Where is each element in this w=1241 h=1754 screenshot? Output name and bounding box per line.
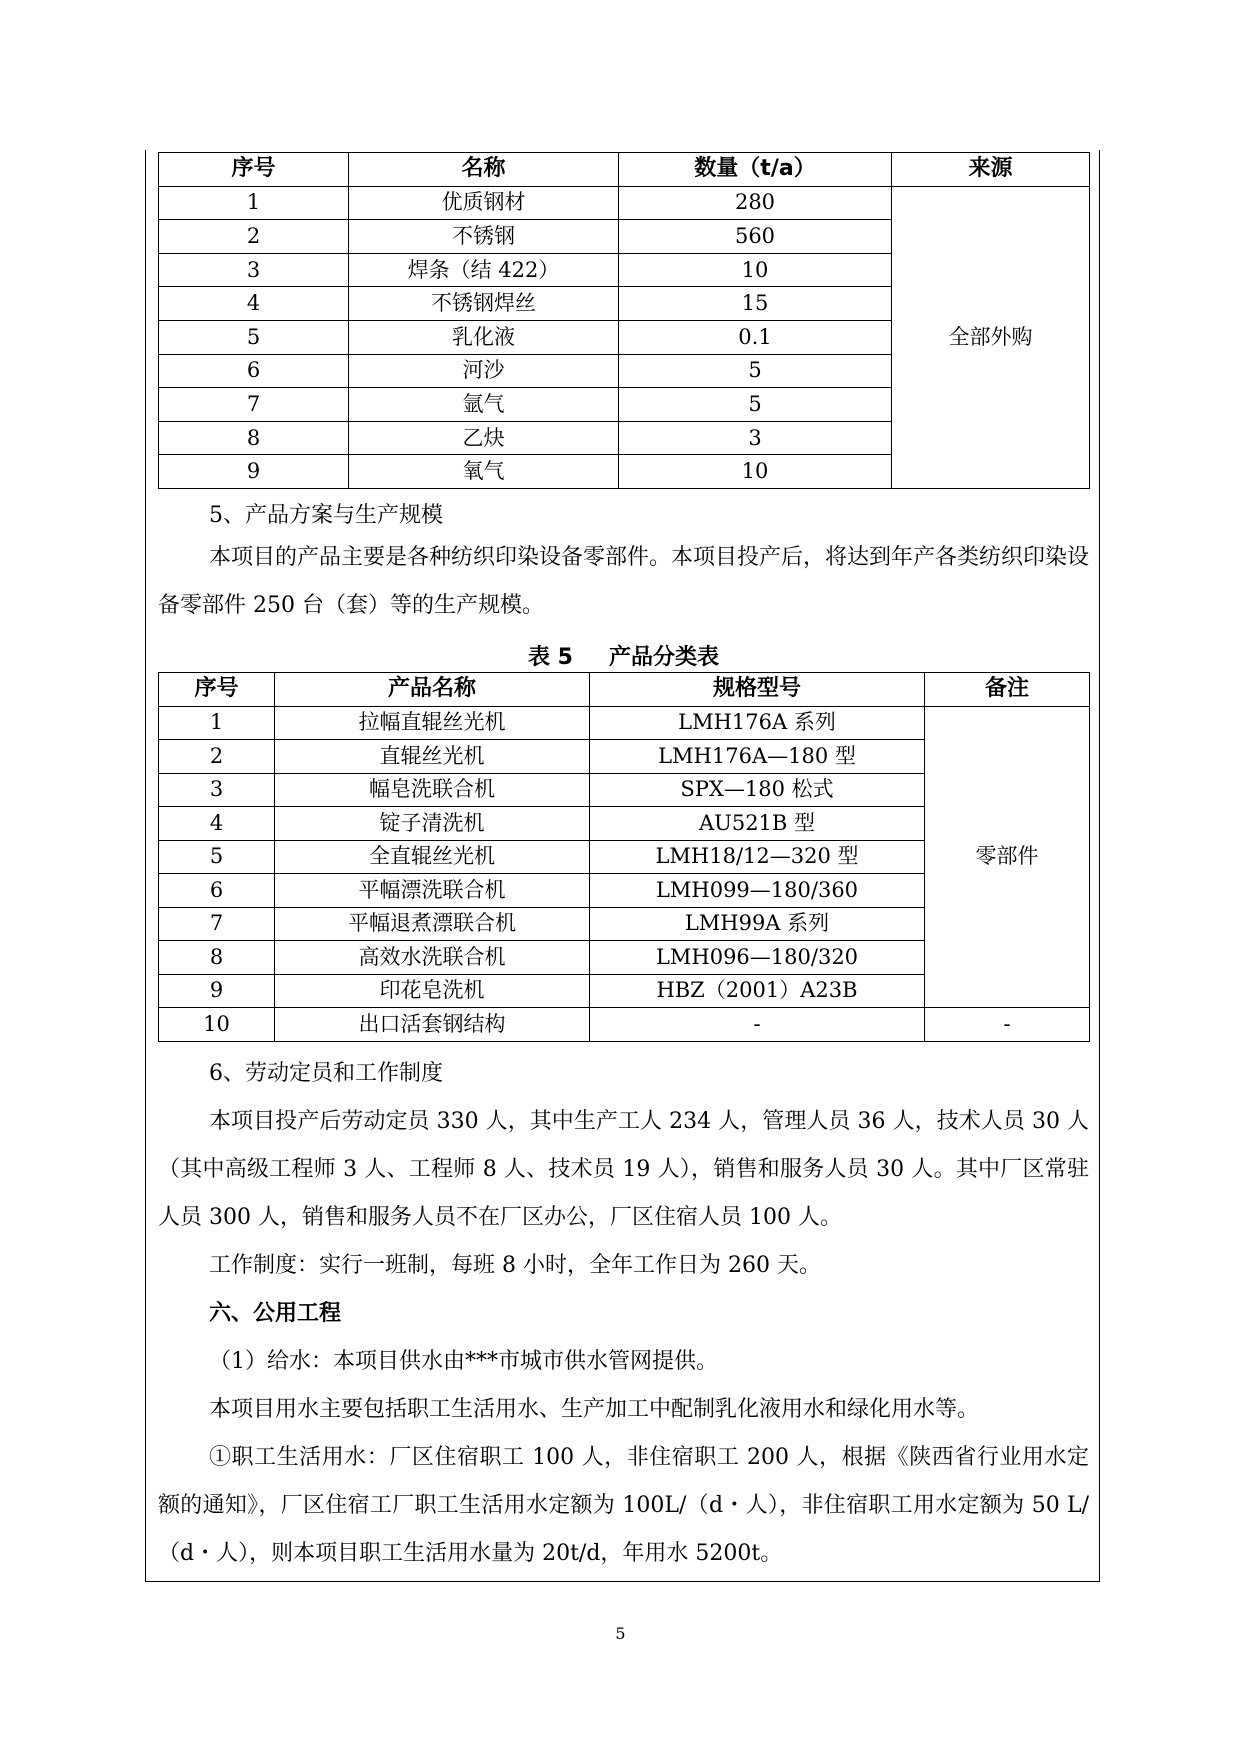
cell-no: 3 [159,773,275,807]
cell-spec: SPX—180 松式 [590,773,925,807]
public-works-heading: 六、公用工程 [209,1301,342,1326]
caption-title: 产品分类表 [608,645,719,670]
column-header: 来源 [892,153,1090,187]
products-table [158,672,1090,1042]
cell-qty: 5 [619,354,892,388]
cell-name: 乙炔 [349,421,619,455]
section5-body: 本项目的产品主要是各种纺织印染设备零部件。本项目投产后，将达到年产各类纺织印染设备零部件 250 台（套）等的生产规模。 [158,545,1090,618]
cell-name: 全直辊丝光机 [275,840,590,874]
cell-name: 幅皂洗联合机 [275,773,590,807]
cell-no: 5 [159,320,349,354]
cell-no: 9 [159,455,349,489]
cell-name: 高效水洗联合机 [275,941,590,975]
cell-name: 氩气 [349,388,619,422]
cell-name: 锭子清洗机 [275,807,590,841]
water-use: 本项目用水主要包括职工生活用水、生产加工中配制乳化液用水和绿化用水等。 [209,1397,980,1422]
cell-no: 4 [159,287,349,321]
cell-name: 氧气 [349,455,619,489]
cell-no: 6 [159,874,275,908]
cell-remark-merged: 零部件 [925,706,1090,1008]
cell-name: 乳化液 [349,320,619,354]
cell-name: 直辊丝光机 [275,740,590,774]
cell-qty: 560 [619,220,892,254]
table-row [159,706,1090,740]
table-row [159,1008,1090,1042]
cell-spec: LMH099—180/360 [590,874,925,908]
cell-qty: 10 [619,455,892,489]
cell-spec: HBZ（2001）A23B [590,974,925,1008]
cell-name: 焊条（结 422） [349,253,619,287]
column-header: 名称 [349,153,619,187]
cell-no: 1 [159,706,275,740]
cell-name: 优质钢材 [349,186,619,220]
cell-name: 不锈钢焊丝 [349,287,619,321]
cell-no: 3 [159,253,349,287]
cell-no: 2 [159,220,349,254]
work-schedule: 工作制度：实行一班制，每班 8 小时，全年工作日为 260 天。 [209,1253,821,1278]
cell-name: 河沙 [349,354,619,388]
cell-qty: 280 [619,186,892,220]
column-header: 序号 [159,673,275,707]
section5-heading: 5、产品方案与生产规模 [209,503,443,528]
cell-qty: 3 [619,421,892,455]
cell-no: 7 [159,388,349,422]
cell-spec: LMH096—180/320 [590,941,925,975]
cell-remark: - [925,1008,1090,1042]
cell-spec: LMH18/12—320 型 [590,840,925,874]
water-supply: （1）给水：本项目供水由***市城市供水管网提供。 [209,1349,718,1374]
cell-qty: 5 [619,388,892,422]
cell-no: 4 [159,807,275,841]
cell-spec: AU521B 型 [590,807,925,841]
staff-water-use: ①职工生活用水：厂区住宿职工 100 人，非住宿职工 200 人，根据《陕西省行业用水定额的通知》，厂区住宿工厂职工生活用水定额为 100L/（d・人），非住宿职工用水定额为 50 L/（d・人），则本项目职工生活用水量为 20t/d，年用水 5200t。 [158,1445,1089,1566]
section6-body: 本项目投产后劳动定员 330 人，其中生产工人 234 人，管理人员 36 人，技术人员 30 人（其中高级工程师 3 人、工程师 8 人、技术员 19 人），销售和服务人员 30 人。其中厂区常驻人员 300 人，销售和服务人员不在厂区办公，厂区住宿人员 100 人。 [158,1109,1089,1230]
cell-name: 不锈钢 [349,220,619,254]
column-header: 备注 [925,673,1090,707]
cell-no: 9 [159,974,275,1008]
cell-spec: LMH176A—180 型 [590,740,925,774]
section6-heading: 6、劳动定员和工作制度 [209,1061,443,1086]
cell-no: 1 [159,186,349,220]
column-header: 产品名称 [275,673,590,707]
cell-no: 8 [159,941,275,975]
caption-label: 表 5 [528,645,573,670]
page-number: 5 [615,1624,626,1643]
table-row [159,186,1090,220]
cell-no: 7 [159,907,275,941]
column-header: 序号 [159,153,349,187]
column-header: 数量（t/a） [619,153,892,187]
cell-spec: - [590,1008,925,1042]
materials-table [158,152,1090,489]
cell-spec: LMH176A 系列 [590,706,925,740]
cell-name: 出口活套钢结构 [275,1008,590,1042]
cell-no: 10 [159,1008,275,1042]
cell-no: 5 [159,840,275,874]
cell-qty: 0.1 [619,320,892,354]
cell-source-merged: 全部外购 [892,186,1090,488]
cell-qty: 15 [619,287,892,321]
products-table-caption [158,640,1089,671]
cell-qty: 10 [619,253,892,287]
cell-no: 6 [159,354,349,388]
cell-no: 8 [159,421,349,455]
cell-no: 2 [159,740,275,774]
table-header-row [159,153,1090,187]
cell-name: 平幅退煮漂联合机 [275,907,590,941]
cell-name: 平幅漂洗联合机 [275,874,590,908]
cell-name: 拉幅直辊丝光机 [275,706,590,740]
cell-spec: LMH99A 系列 [590,907,925,941]
table-header-row [159,673,1090,707]
column-header: 规格型号 [590,673,925,707]
cell-name: 印花皂洗机 [275,974,590,1008]
